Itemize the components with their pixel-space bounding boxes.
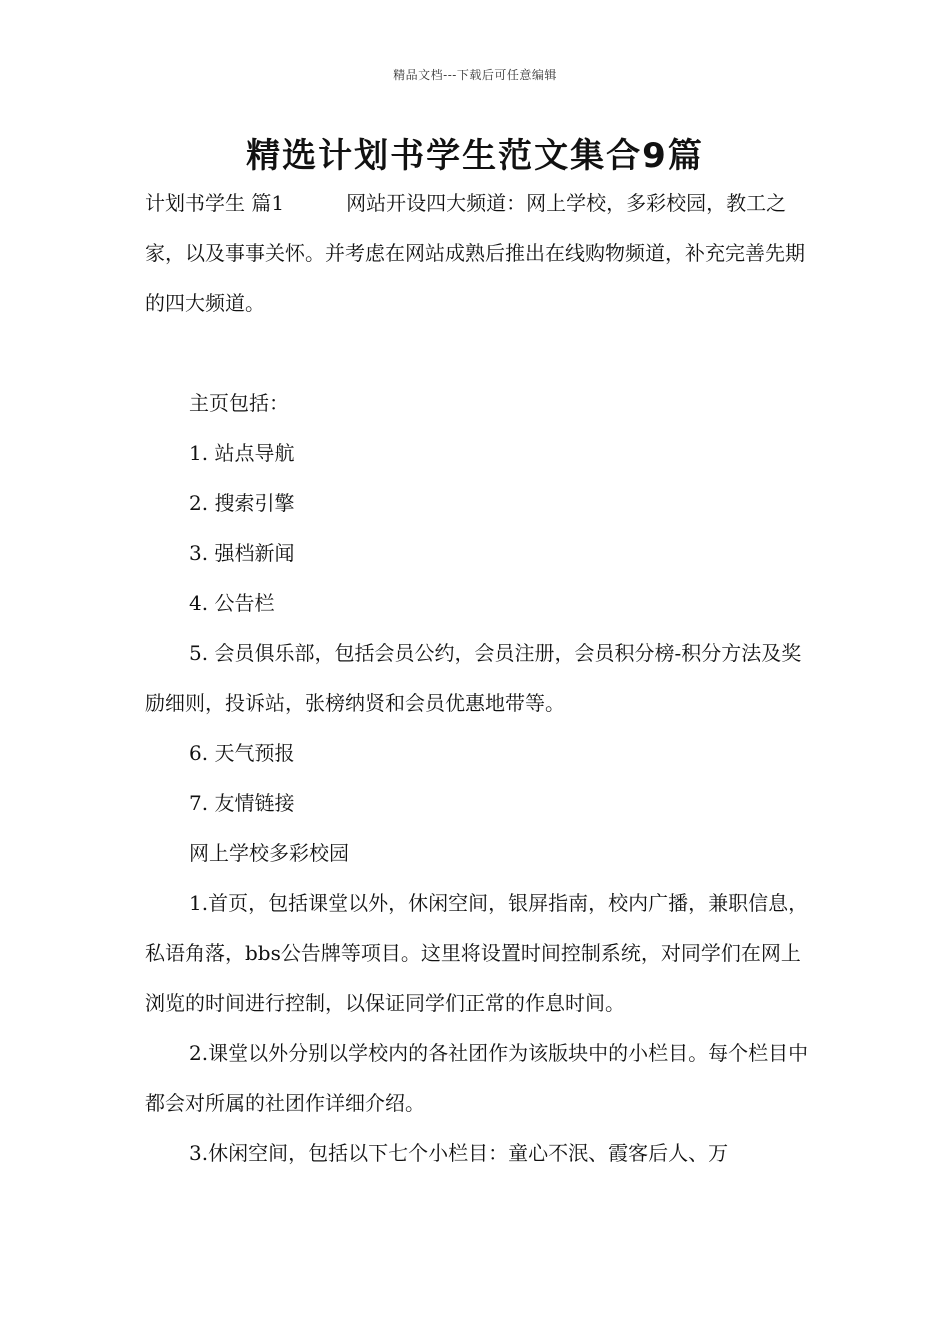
section-heading: 计划书学生 篇1 [145, 191, 285, 215]
document-title: 精选计划书学生范文集合9篇 [246, 136, 704, 176]
homepage-label: 主页包括： [189, 391, 289, 415]
blank-line [145, 328, 810, 378]
document-body [145, 178, 810, 1178]
list-item: 7. 友情链接 [189, 791, 295, 815]
list-item: 5. 会员俱乐部，包括会员公约，会员注册，会员积分榜-积分方法及奖励细则，投诉站，张榜纳贤和会员优惠地带等。 [145, 641, 802, 715]
list-item: 1. 站点导航 [189, 441, 295, 465]
page-header-note: 精品文档---下载后可任意编辑 [393, 68, 557, 82]
list-item: 6. 天气预报 [189, 741, 295, 765]
body-paragraph: 1.首页，包括课堂以外，休闲空间，银屏指南，校内广播，兼职信息，私语角落，bbs公告牌等项目。这里将设置时间控制系统，对同学们在网上浏览的时间进行控制，以保证同学们正常的作息时间。 [145, 891, 809, 1015]
intro-paragraph [145, 178, 810, 328]
list-item: 4. 公告栏 [189, 591, 275, 615]
body-paragraph: 3.休闲空间，包括以下七个小栏目：童心不泯、霞客后人、万 [189, 1141, 729, 1165]
intro-text: 网站开设四大频道：网上学校，多彩校园，教工之家，以及事事关怀。并考虑在网站成熟后推出在线购物频道，补充完善先期的四大频道。 [145, 191, 805, 315]
body-paragraph: 2.课堂以外分别以学校内的各社团作为该版块中的小栏目。每个栏目中都会对所属的社团作详细介绍。 [145, 1041, 809, 1115]
channel-label: 网上学校多彩校园 [189, 841, 349, 865]
list-item: 3. 强档新闻 [189, 541, 295, 565]
list-item: 2. 搜索引擎 [189, 491, 295, 515]
